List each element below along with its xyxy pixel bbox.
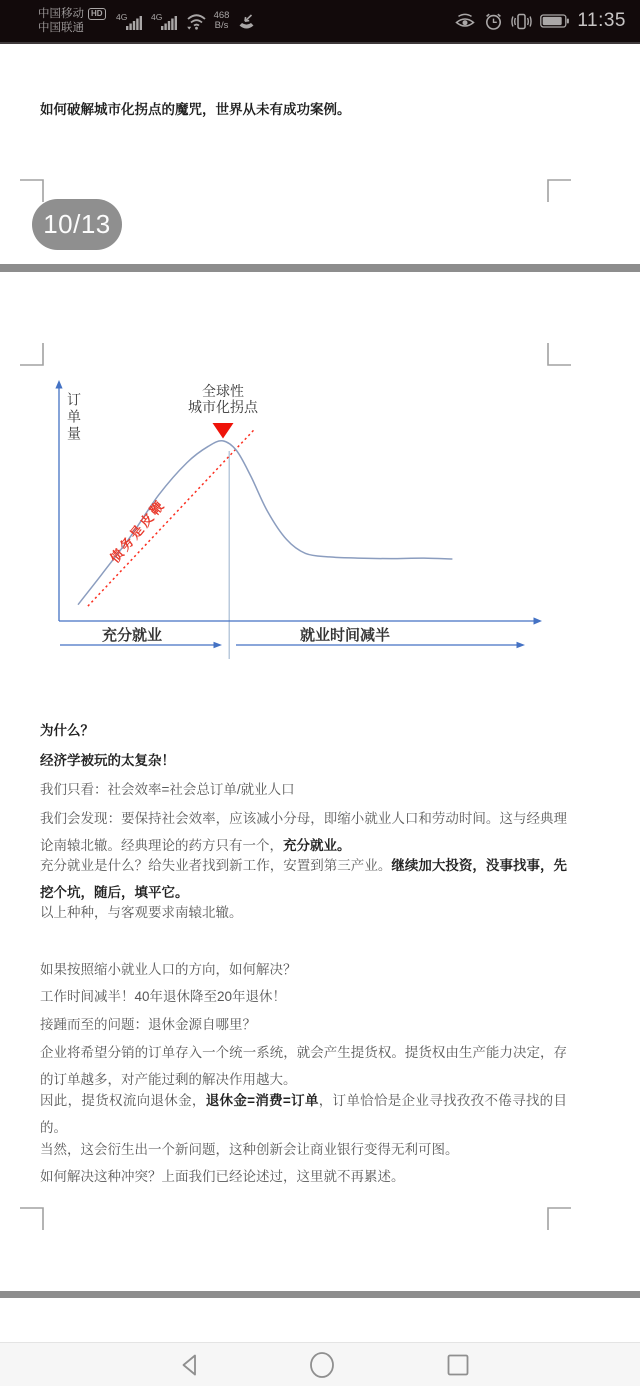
back-icon [178,1352,202,1378]
missed-call-icon [236,13,257,30]
axes [55,380,542,625]
paragraph: 因此，提货权流向退休金，退休金=消费=订单，订单恰恰是企业寻找孜孜不倦寻找的目的。 [40,1093,567,1135]
paragraph: 接踵而至的问题：退休金源自哪里？ [40,1017,256,1032]
svg-text:4G: 4G [150,11,162,22]
eye-comfort-icon [454,13,476,29]
clock: 11:35 [577,10,626,31]
svg-text:4G: 4G [115,11,127,22]
inflection-marker-triangle [213,423,234,439]
debt-line-label: 债务是皮鞭 [106,496,169,566]
peak-annotation-line2: 城市化拐点 [188,399,258,415]
paragraph: 如何破解城市化拐点的魔咒，世界从未有成功案例。 [40,102,351,117]
signal-bars-icon [151,12,179,31]
battery-icon [540,14,569,28]
data-rate [214,11,230,31]
carrier-block [38,7,106,35]
navigation-bar [0,1342,640,1386]
paragraph: 工作时间减半！40年退休降至20年退休！ [40,989,287,1004]
status-icons-left [116,11,258,31]
order-volume-chart [40,376,560,676]
document-scroll-area[interactable] [0,46,640,1342]
corner-mark [548,1208,571,1230]
paragraph: 充分就业是什么？给失业者找到新工作，安置到第三产业。继续加大投资，没事找事，先挖个坑，随后，填平它。 [40,858,568,900]
vibrate-icon [511,12,532,31]
paragraph: 经济学被玩的太复杂！ [40,753,175,768]
page-number-badge: 10/13 [32,199,122,250]
paragraph: 我们会发现：要保持社会效率，应该减小分母，即缩小就业人口和劳动时间。这与经典理论南辕北辙。经典理论的药方只有一个，充分就业。 [40,811,567,853]
alarm-icon [484,12,503,31]
recents-icon [445,1352,471,1378]
wifi-icon [186,13,207,30]
corner-mark [548,343,571,365]
paragraph: 我们只看：社会效率=社会总订单/就业人口 [40,782,295,797]
corner-mark [20,1208,43,1230]
corner-mark [20,180,43,202]
corner-mark [20,343,43,365]
paragraph: 为什么？ [40,723,94,738]
data-rate-value: 468 [213,10,230,21]
peak-annotation-line1: 全球性 [202,383,244,399]
chart-y-axis-label: 订单量 [66,392,82,443]
status-icons-right [454,10,626,32]
data-rate-unit: B/s [214,20,229,31]
paragraph: 如何解决这种冲突？上面我们已经论述过，这里就不再累述。 [40,1169,405,1184]
corner-mark [548,180,571,202]
home-icon [308,1351,336,1379]
recents-button[interactable] [444,1352,472,1378]
status-bar [0,0,640,44]
paragraph: 企业将希望分销的订单存入一个统一系统，就会产生提货权。提货权由生产能力决定，存的订单越多，对产能过剩的解决作用越大。 [40,1045,567,1087]
signal-bars-icon [116,12,144,31]
page-separator [0,264,640,272]
carrier-secondary: 中国联通 [38,22,84,34]
paragraph: 如果按照缩小就业人口的方向，如何解决？ [40,962,297,977]
paragraph: 当然，这会衍生出一个新问题，这种创新会让商业银行变得无利可图。 [40,1142,459,1157]
carrier-primary: 中国移动 [38,8,84,20]
x-segment-label-right: 就业时间减半 [299,627,391,644]
back-button[interactable] [176,1352,204,1378]
x-segment-label-left: 充分就业 [101,627,163,644]
hd-badge: HD [88,8,106,20]
page-separator [0,1291,640,1298]
paragraph: 以上种种，与客观要求南辕北辙。 [40,905,243,920]
home-button[interactable] [308,1352,336,1378]
